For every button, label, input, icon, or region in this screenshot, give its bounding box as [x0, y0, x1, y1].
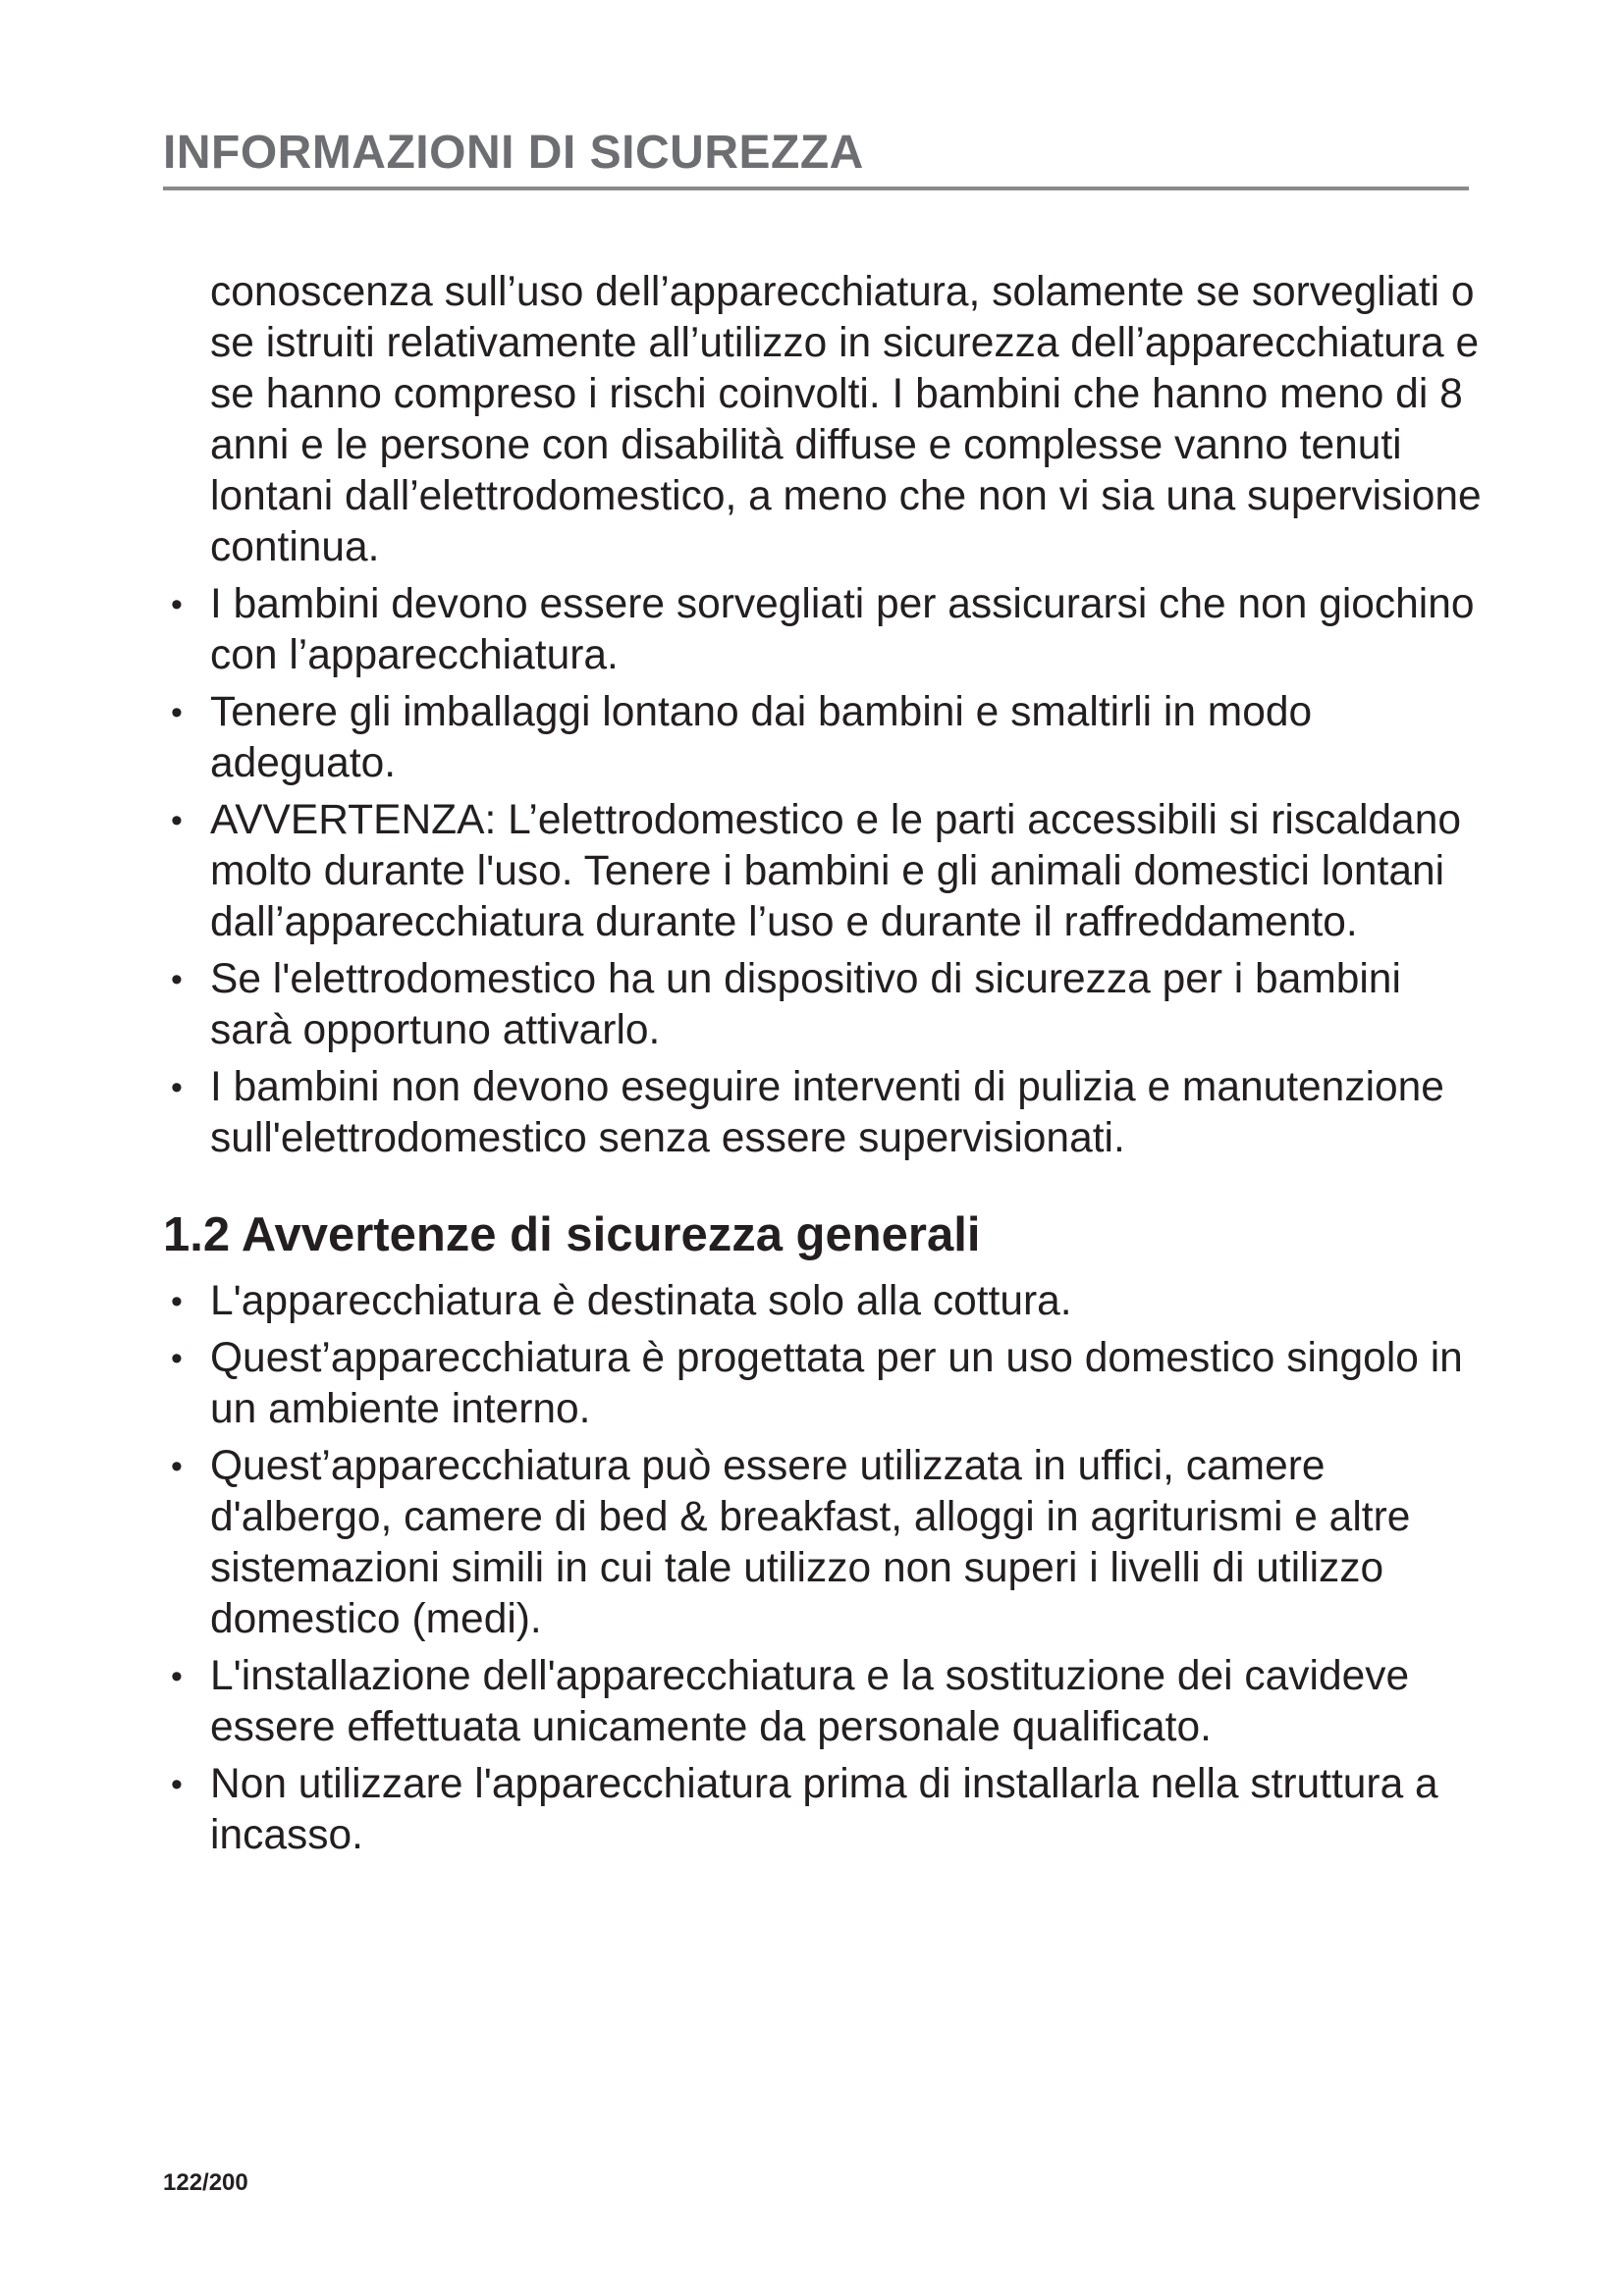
list-item-text: Se l'elettrodomestico ha un dispositivo di sicurezza per i bambini sarà opportuno attivarlo. [210, 956, 1401, 1053]
bullet-icon: • [171, 1283, 183, 1320]
general-safety-list [163, 1276, 1489, 1861]
list-item [163, 954, 1489, 1056]
header-title: INFORMAZIONI DI SICUREZZA [163, 127, 864, 179]
list-item [163, 1062, 1489, 1164]
bullet-icon: • [171, 1658, 183, 1695]
list-item [163, 1651, 1489, 1753]
list-item [163, 579, 1489, 681]
page-content [163, 267, 1489, 1861]
list-item [163, 795, 1489, 948]
list-item-text: L'apparecchiatura è destinata solo alla cottura. [210, 1278, 1072, 1324]
bullet-icon: • [171, 1448, 183, 1485]
page-number: 122/200 [163, 2169, 248, 2196]
header-divider [163, 187, 1469, 190]
bullet-icon: • [171, 1340, 183, 1377]
list-item-text: I bambini non devono eseguire interventi di pulizia e manutenzione sull'elettrodomestico senza essere supervisionati. [210, 1064, 1444, 1161]
list-item [163, 1333, 1489, 1435]
page-header [163, 126, 1469, 190]
list-item [163, 687, 1489, 789]
list-item-text: Non utilizzare l'apparecchiatura prima di installarla nella struttura a incasso. [210, 1761, 1438, 1858]
list-item-text: I bambini devono essere sorvegliati per assicurarsi che non giochino con l’apparecchiatura. [210, 581, 1475, 678]
list-item [163, 1276, 1489, 1327]
bullet-icon: • [171, 1069, 183, 1106]
child-safety-list [163, 579, 1489, 1164]
bullet-icon: • [171, 961, 183, 998]
list-item [163, 1441, 1489, 1645]
list-item-text: Quest’apparecchiatura è progettata per un uso domestico singolo in un ambiente interno. [210, 1335, 1463, 1432]
continuation-paragraph: conoscenza sull’uso dell’apparecchiatura, solamente se sorvegliati o se istruiti relativamente all’utilizzo in sicurezza dell’apparecchiatura e se hanno compreso i rischi coinvolti. I bambini che hanno meno di 8 anni e le persone con disabilità diffuse e complesse vanno tenuti lontani dall’elettrodomestico, a meno che non vi sia una supervisione continua. [210, 269, 1482, 570]
bullet-icon: • [171, 802, 183, 839]
list-item [163, 1759, 1489, 1861]
bullet-icon: • [171, 586, 183, 623]
bullet-icon: • [171, 1766, 183, 1803]
list-item-text: Quest’apparecchiatura può essere utilizzata in uffici, camere d'albergo, camere di bed & breakfast, alloggi in agriturismi e altre sistemazioni simili in cui tale utilizzo non superi i livelli di utilizzo domestico (medi). [210, 1443, 1411, 1642]
list-item-text: Tenere gli imballaggi lontano dai bambini e smaltirli in modo adeguato. [210, 689, 1313, 786]
list-item-text: AVVERTENZA: L’elettrodomestico e le parti accessibili si riscaldano molto durante l'uso. Tenere i bambini e gli animali domestici lontani dall’apparecchiatura durante l’uso e durante il raffreddamento. [210, 797, 1461, 945]
section-title: 1.2 Avvertenze di sicurezza generali [163, 1208, 981, 1261]
bullet-icon: • [171, 694, 183, 731]
list-item-text: L'installazione dell'apparecchiatura e la sostituzione dei cavideve essere effettuata unicamente da personale qualificato. [210, 1653, 1410, 1750]
